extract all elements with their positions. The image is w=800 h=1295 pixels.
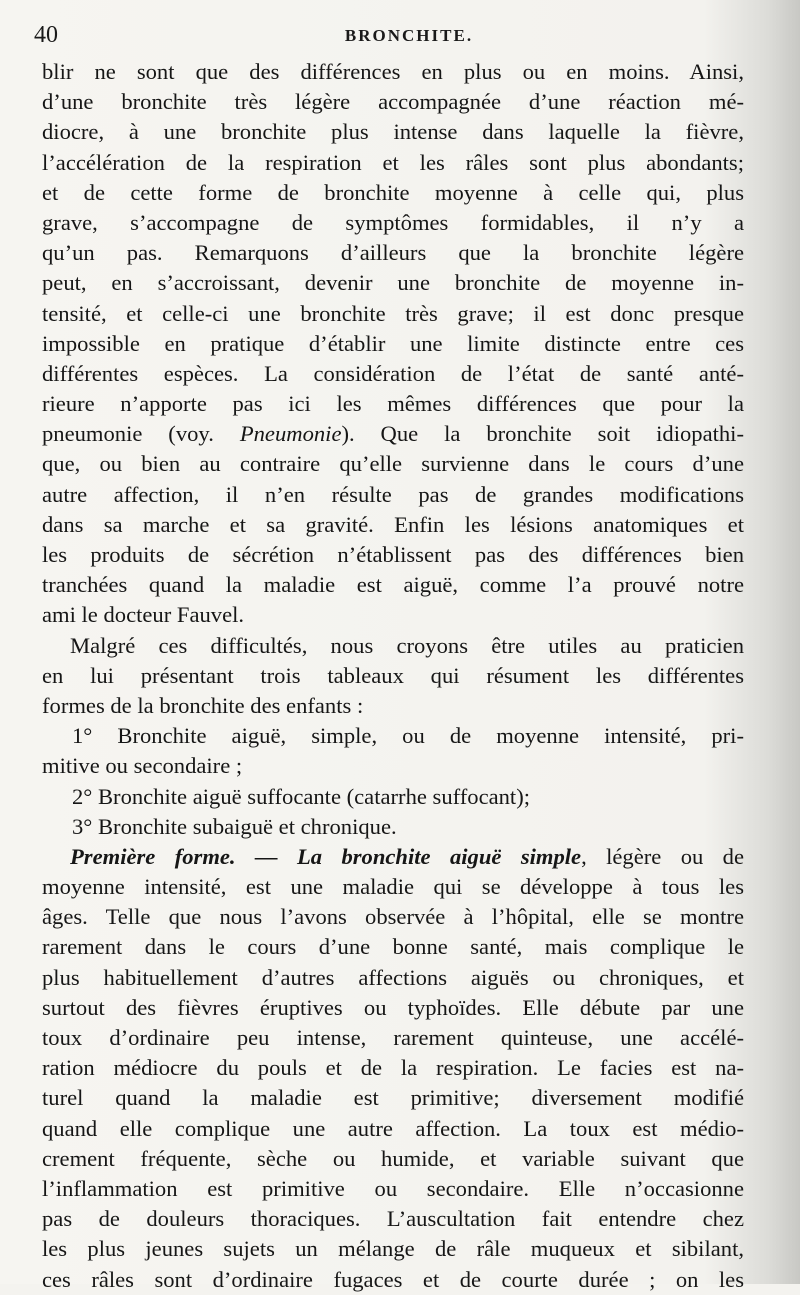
text-line <box>42 419 744 449</box>
text-line: rieure n’apporte pas ici les mêmes différences que pour la <box>42 391 744 417</box>
text-line: formes de la bronchite des enfants : <box>42 692 364 718</box>
text-line: mitive ou secondaire ; <box>42 753 243 779</box>
text-line: l’accélération de la respiration et les râles sont plus abondants; <box>42 149 744 175</box>
text-line: et de cette forme de bronchite moyenne à celle qui, plus <box>42 179 744 205</box>
text-line: rarement dans le cours d’une bonne santé, mais complique le <box>42 934 744 960</box>
text-line: 2° Bronchite aiguë suffocante (catarrhe suffocant); <box>72 783 530 809</box>
text-line: quand elle complique une autre affection. La toux est médio- <box>42 1115 744 1141</box>
text-line: diocre, à une bronchite plus intense dans laquelle la fièvre, <box>42 119 744 145</box>
page-number: 40 <box>34 22 58 48</box>
text-line: moyenne intensité, est une maladie qui se développe à tous les <box>42 874 744 900</box>
text-line: que, ou bien au contraire qu’elle survienne dans le cours d’une <box>42 451 744 477</box>
text-line: qu’un pas. Remarquons d’ailleurs que la bronchite légère <box>42 240 744 266</box>
text-line: en lui présentant trois tableaux qui résument les différentes <box>42 662 744 688</box>
text-line: ami le docteur Fauvel. <box>42 602 245 628</box>
text-line: l’inflammation est primitive ou secondaire. Elle n’occasionne <box>42 1175 744 1201</box>
text-line: 1° Bronchite aiguë, simple, ou de moyenne intensité, pri- <box>72 723 744 749</box>
text-line: peut, en s’accroissant, devenir une bronchite de moyenne in- <box>42 270 744 296</box>
text-line <box>42 842 744 872</box>
text-line: impossible en pratique d’établir une limite distincte entre ces <box>42 330 744 356</box>
page-header <box>34 22 744 52</box>
text-line: surtout des fièvres éruptives ou typhoïdes. Elle débute par une <box>42 994 744 1020</box>
text-line: ces râles sont d’ordinaire fugaces et de courte durée ; on les <box>42 1266 744 1292</box>
emphasized-text: Pneumonie <box>239 421 342 447</box>
text-line: plus habituellement d’autres affections aiguës ou chroniques, et <box>42 964 744 990</box>
text-line: autre affection, il n’en résulte pas de grandes modifications <box>42 481 744 507</box>
text-line: les produits de sécrétion n’établissent pas des différences bien <box>42 542 744 567</box>
text-line: tensité, et celle-ci une bronchite très grave; il est donc presque <box>42 300 744 326</box>
text-line: crement fréquente, sèche ou humide, et variable suivant que <box>42 1145 744 1171</box>
running-title: BRONCHITE. <box>344 26 474 45</box>
text-line: 3° Bronchite subaiguë et chronique. <box>72 813 397 839</box>
emphasized-text: Première forme. — La bronchite aiguë simple <box>70 843 582 869</box>
text-line: d’une bronchite très légère accompagnée d’une réaction mé- <box>42 89 744 115</box>
text-line: âges. Telle que nous l’avons observée à l’hôpital, elle se montre <box>42 904 744 930</box>
text-line: dans sa marche et sa gravité. Enfin les lésions anatomiques et <box>42 511 744 537</box>
text-line: Malgré ces difficultés, nous croyons être utiles au praticien <box>70 632 744 658</box>
text-line: grave, s’accompagne de symptômes formidables, il n’y a <box>42 209 744 235</box>
text-line: ration médiocre du pouls et de la respiration. Le facies est na- <box>42 1055 744 1081</box>
text-line: différentes espèces. La considération de l’état de santé anté- <box>42 360 744 386</box>
text-line: turel quand la maladie est primitive; diversement modifié <box>42 1085 744 1111</box>
text-line: toux d’ordinaire peu intense, rarement quinteuse, une accélé- <box>42 1025 744 1050</box>
body-text <box>42 57 744 1295</box>
text-line: les plus jeunes sujets un mélange de râle muqueux et sibilant, <box>42 1236 744 1262</box>
text-segment: pneumonie (voy. <box>42 421 240 447</box>
text-segment: , légère ou de <box>581 843 745 869</box>
text-line: blir ne sont que des différences en plus ou en moins. Ainsi, <box>42 59 744 84</box>
text-line: pas de douleurs thoraciques. L’auscultation fait entendre chez <box>42 1206 744 1232</box>
text-segment: ). Que la bronchite soit idiopathi- <box>341 421 744 447</box>
text-line: tranchées quand la maladie est aiguë, comme l’a prouvé notre <box>42 572 744 598</box>
